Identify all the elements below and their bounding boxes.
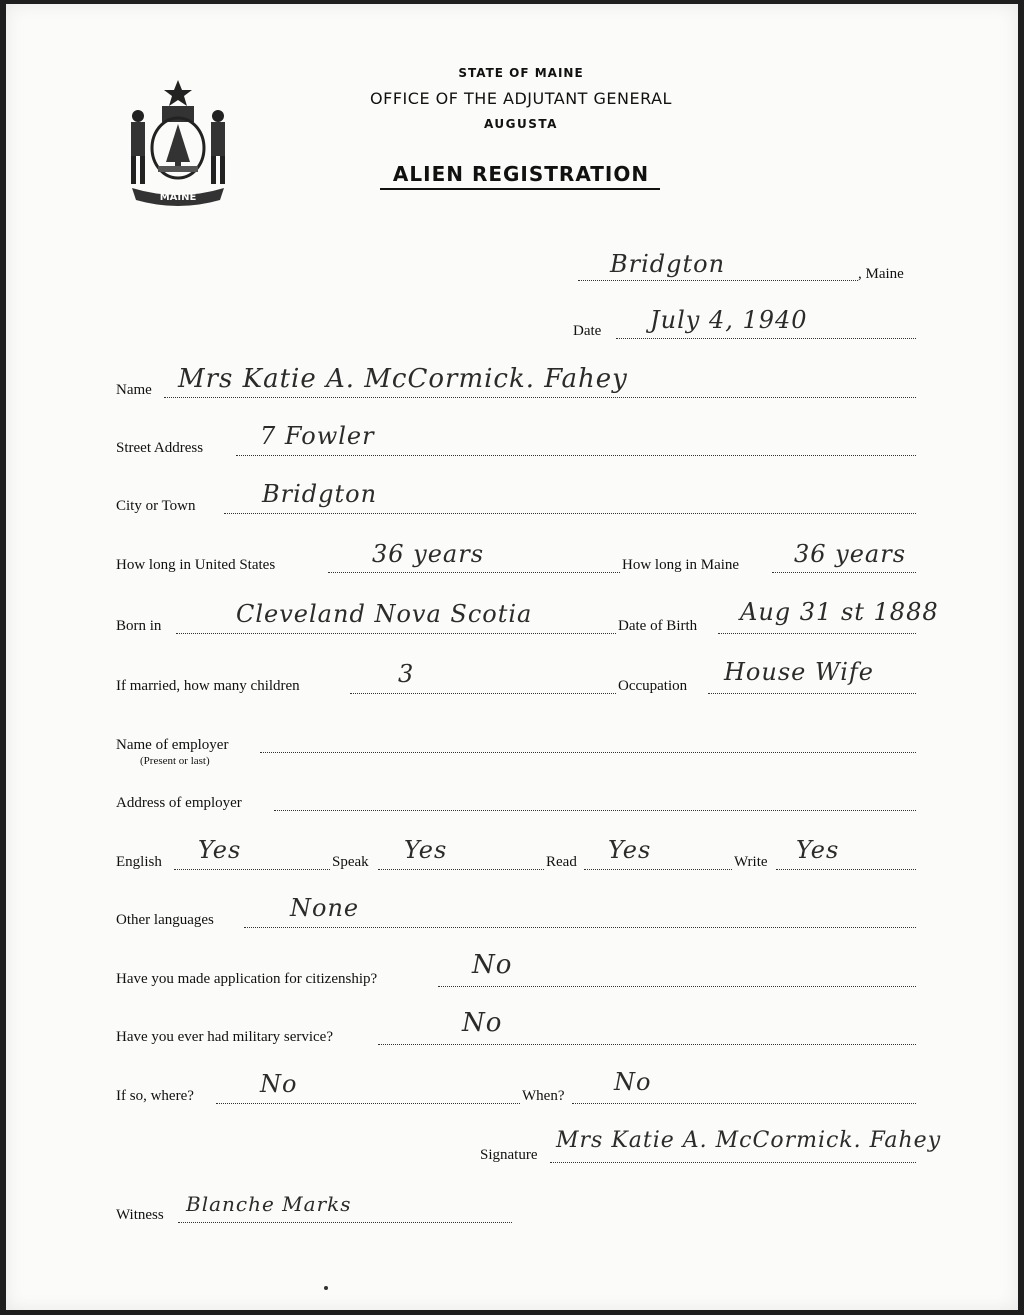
other-languages-label: Other languages [116, 912, 214, 928]
signature-label: Signature [480, 1147, 538, 1163]
other-languages-line [244, 927, 916, 928]
speak-line [378, 869, 544, 870]
maine-label: , Maine [858, 266, 904, 282]
occupation-label: Occupation [618, 678, 688, 694]
page-speck [324, 1286, 328, 1290]
when-value: No [614, 1068, 652, 1096]
military-value: No [462, 1008, 503, 1038]
english-value: Yes [198, 836, 242, 864]
children-line [350, 693, 616, 694]
town-value: Bridgton [610, 250, 726, 278]
signature-line [550, 1162, 916, 1163]
city-label: City or Town [116, 498, 196, 514]
occupation-value: House Wife [724, 658, 874, 686]
employer-label: Name of employer [116, 737, 229, 753]
other-languages-value: None [290, 894, 360, 922]
how-long-maine-line [772, 572, 916, 573]
when-line [572, 1103, 916, 1104]
name-label: Name [116, 382, 152, 398]
town-line [578, 280, 858, 281]
write-line [776, 869, 916, 870]
employer-address-line [274, 810, 916, 811]
signature-value: Mrs Katie A. McCormick. Fahey [556, 1128, 942, 1153]
name-line [164, 397, 916, 398]
where-line [216, 1103, 520, 1104]
header-office: OFFICE OF THE ADJUTANT GENERAL [370, 89, 672, 108]
english-line [174, 869, 330, 870]
write-label: Write [734, 854, 768, 870]
state-seal-icon [122, 76, 234, 206]
dob-label: Date of Birth [618, 618, 698, 634]
born-in-line [176, 633, 616, 634]
city-value: Bridgton [262, 480, 378, 508]
children-label: If married, how many children [116, 678, 300, 694]
date-value: July 4, 1940 [650, 306, 808, 334]
how-long-maine-label: How long in Maine [622, 557, 740, 573]
employer-line [260, 752, 916, 753]
how-long-us-label: How long in United States [116, 557, 276, 573]
write-value: Yes [796, 836, 840, 864]
how-long-us-line [328, 572, 620, 573]
born-in-value: Cleveland Nova Scotia [236, 600, 533, 628]
how-long-maine-value: 36 years [794, 540, 907, 568]
dob-value: Aug 31 st 1888 [740, 598, 939, 626]
citizenship-label: Have you made application for citizenship? [116, 971, 378, 987]
street-line [236, 455, 916, 456]
witness-label: Witness [116, 1207, 164, 1223]
dob-line [718, 633, 916, 634]
street-label: Street Address [116, 440, 204, 456]
employer-address-label: Address of employer [116, 795, 242, 811]
military-label: Have you ever had military service? [116, 1029, 333, 1045]
date-line [616, 338, 916, 339]
read-value: Yes [608, 836, 652, 864]
citizenship-value: No [472, 950, 513, 980]
english-label: English [116, 854, 162, 870]
seal-text: MAINE [159, 192, 197, 203]
when-label: When? [522, 1088, 565, 1104]
born-in-label: Born in [116, 618, 162, 634]
street-value: 7 Fowler [260, 422, 375, 450]
military-line [378, 1044, 916, 1045]
read-label: Read [546, 854, 577, 870]
how-long-us-value: 36 years [372, 540, 485, 568]
form-page [6, 4, 1018, 1310]
occupation-line [708, 693, 916, 694]
where-value: No [260, 1070, 298, 1098]
date-label: Date [573, 323, 602, 339]
read-line [584, 869, 732, 870]
header-city: AUGUSTA [484, 117, 558, 131]
where-label: If so, where? [116, 1088, 194, 1104]
children-value: 3 [398, 660, 415, 688]
speak-label: Speak [332, 854, 369, 870]
title-underline [380, 188, 660, 190]
citizenship-line [438, 986, 916, 987]
witness-value: Blanche Marks [186, 1192, 352, 1216]
name-value: Mrs Katie A. McCormick. Fahey [178, 364, 628, 394]
speak-value: Yes [404, 836, 448, 864]
witness-line [178, 1222, 512, 1223]
header-state: STATE OF MAINE [458, 66, 584, 80]
employer-note: (Present or last) [140, 755, 210, 767]
form-title: ALIEN REGISTRATION [392, 162, 650, 186]
city-line [224, 513, 916, 514]
